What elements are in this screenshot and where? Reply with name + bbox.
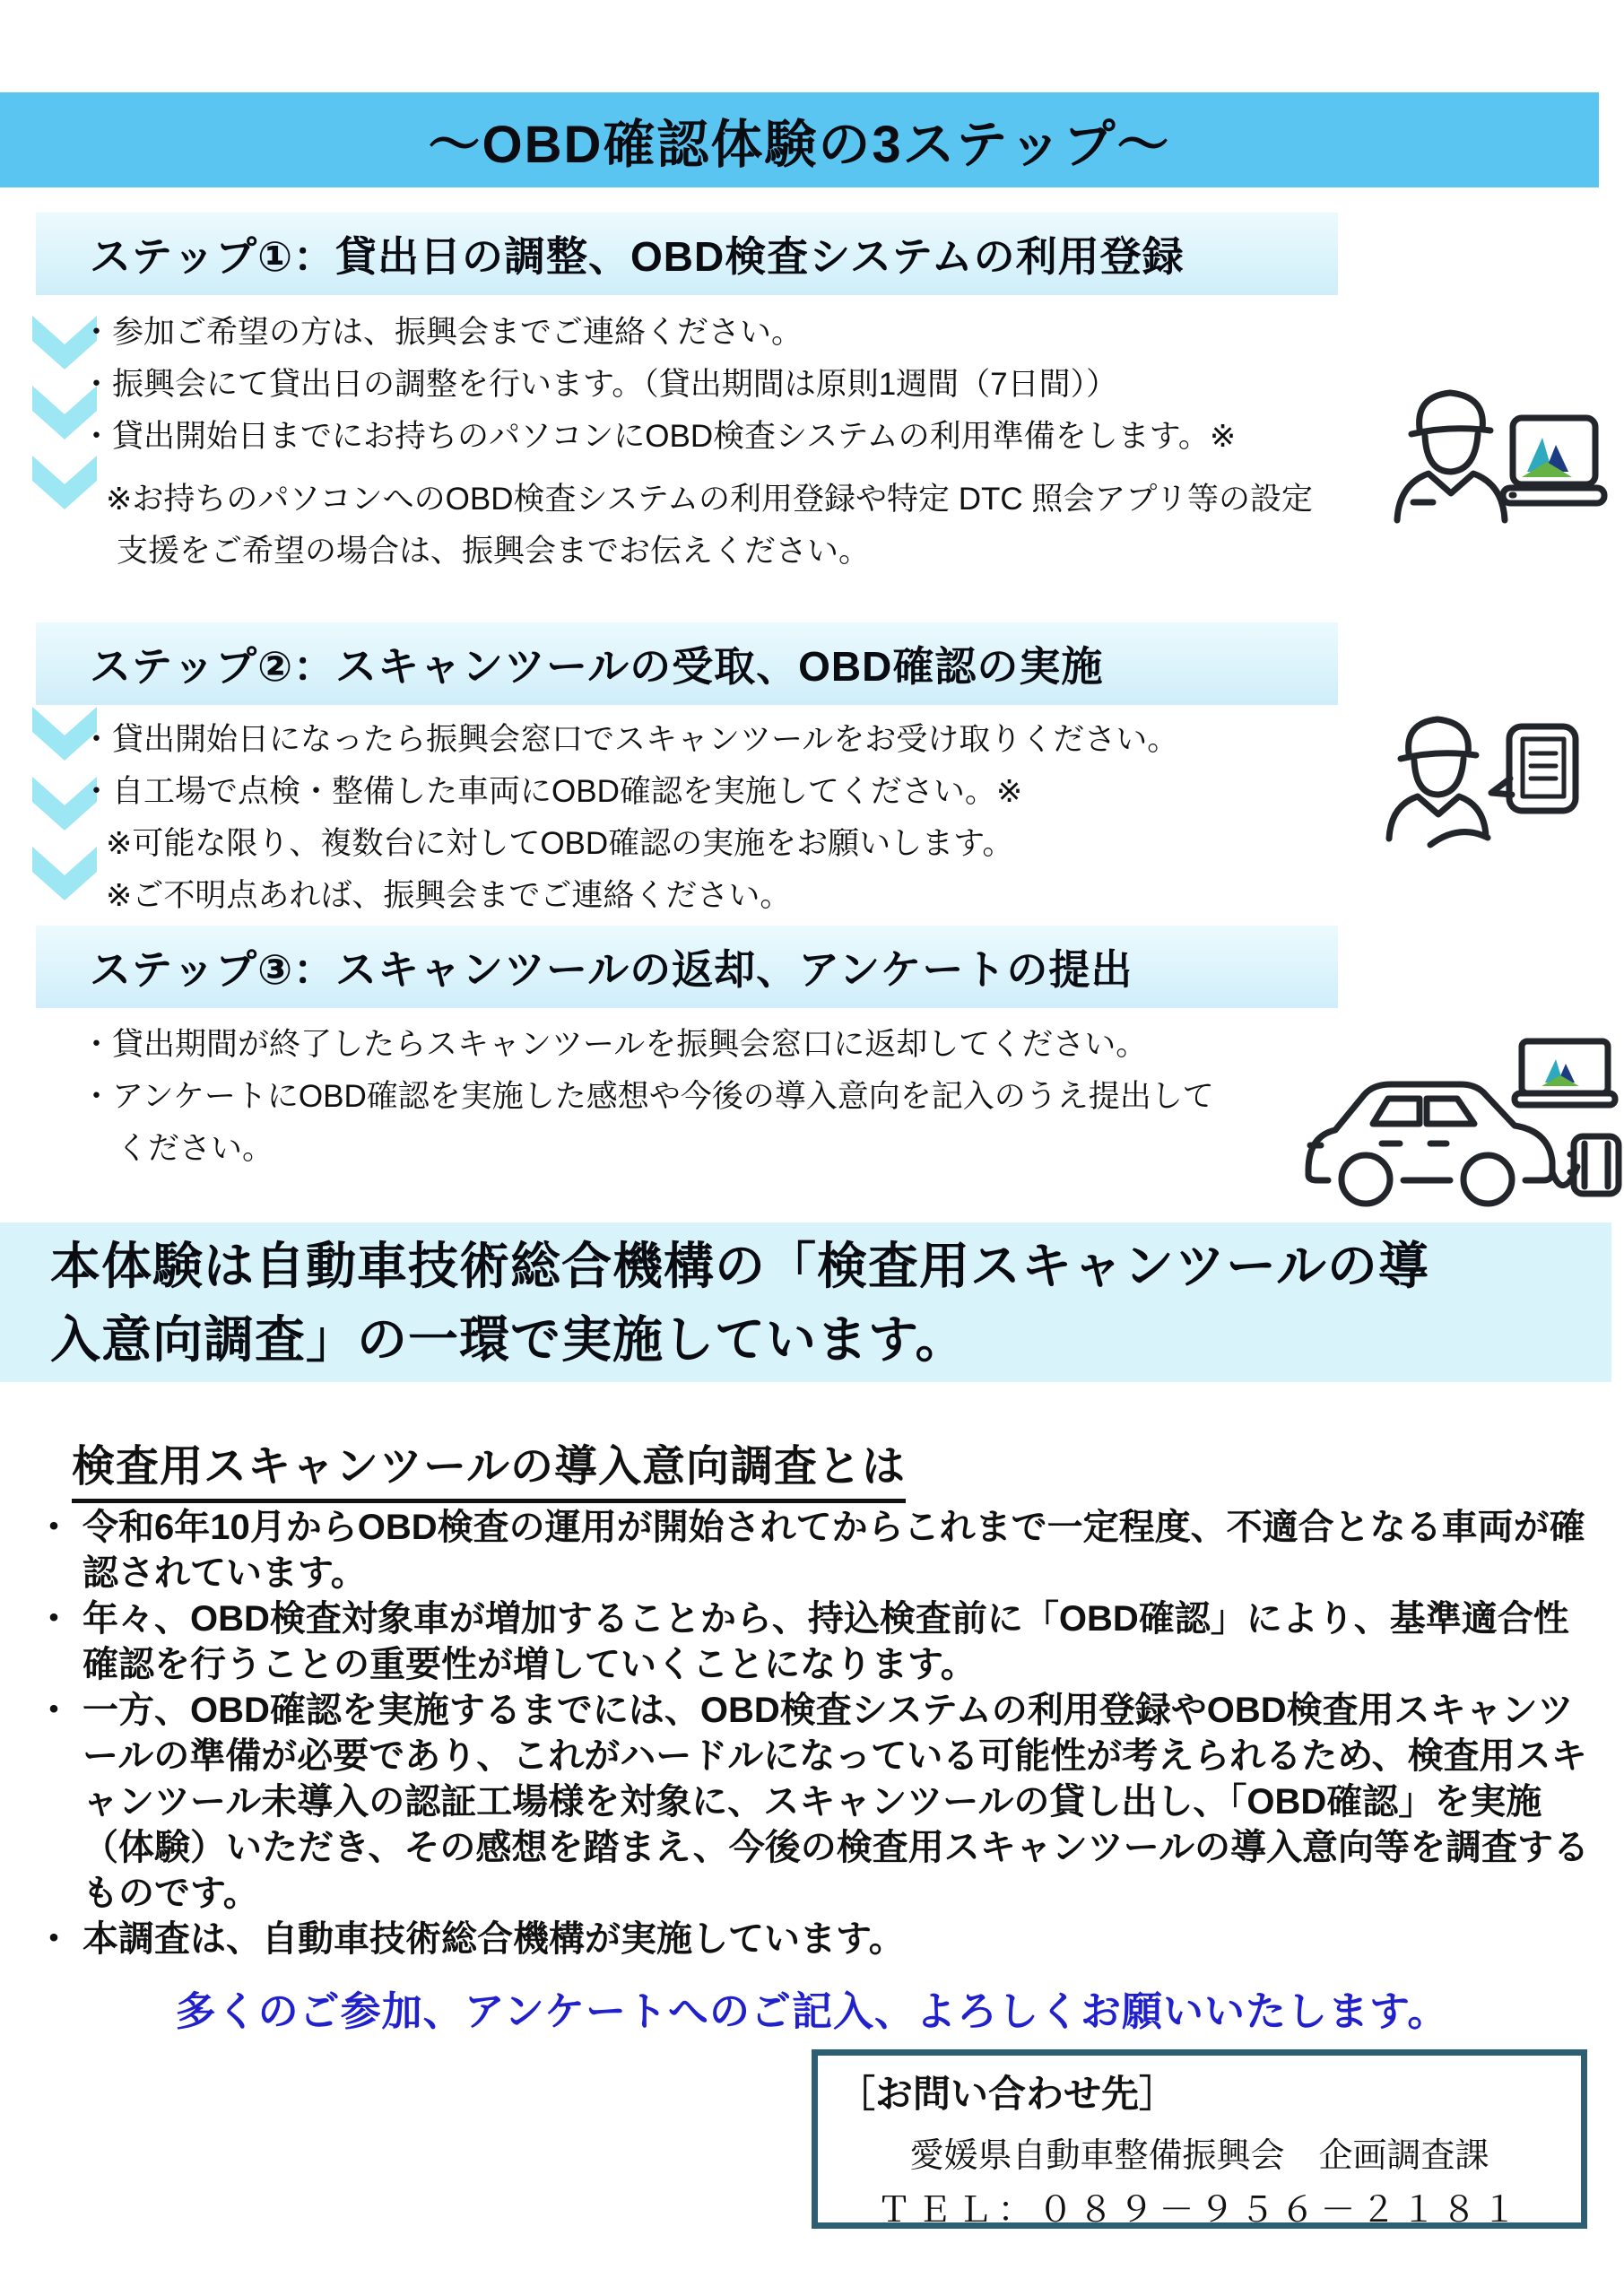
- bullet-line: ・貸出期間が終了したらスキャンツールを振興会窓口に返却してください。: [81, 1027, 1148, 1062]
- survey-bullet-list: [36, 1505, 1596, 1962]
- bullet-line: ・振興会にて貸出日の調整を行います。（貸出期間は原則1週間（7日間））: [81, 367, 1118, 402]
- step1-bullets: [0, 307, 1363, 578]
- notice-line-1: 本体験は自動車技術総合機構の「検査用スキャンツールの導: [50, 1238, 1429, 1294]
- contact-phone: ＴＥＬ：０８９－９５６－２１８１: [876, 2191, 1523, 2230]
- bullet-marker: ・: [36, 1599, 72, 1639]
- survey-bullet-text: 年々、OBD検査対象車が増加することから、持込検査前に「OBD確認」により、基準適合性確認を行うことの重要性が増していくことになります。: [83, 1599, 1569, 1684]
- bullet-marker: ・: [36, 1919, 72, 1959]
- notice-line-2: 入意向調査」の一環で実施しています。: [50, 1311, 967, 1368]
- bullet-note-line: ※可能な限り、複数台に対してOBD確認の実施をお願いします。: [106, 826, 1014, 861]
- mechanic-report-icon: [1376, 709, 1587, 857]
- list-item: [36, 1505, 1596, 1596]
- list-item: [36, 1688, 1596, 1917]
- car-obd-laptop-icon: [1296, 1036, 1623, 1224]
- bullet-line: ・アンケートにOBD確認を実施した感想や今後の導入意向を記入のうえ提出して: [81, 1079, 1214, 1114]
- step1-header: ステップ①：貸出日の調整、OBD検査システムの利用登録: [90, 233, 1185, 280]
- step2-header-bar: [36, 622, 1338, 705]
- page-title: ～OBD確認体験の3ステップ～: [428, 116, 1171, 174]
- survey-heading: 検査用スキャンツールの導入意向調査とは: [72, 1431, 906, 1503]
- cta-text: 多くのご参加、アンケートへのご記入、よろしくお願いいたします。: [175, 1988, 1449, 2034]
- bullet-note-line: 支援をご希望の場合は、振興会までお伝えください。: [117, 534, 871, 569]
- bullet-marker: ・: [36, 1691, 72, 1730]
- step3-header-bar: [36, 926, 1338, 1008]
- bullet-line: ください。: [117, 1131, 274, 1166]
- mechanic-laptop-icon: [1385, 377, 1610, 525]
- contact-label: ［お問い合わせ先］: [838, 2073, 1177, 2115]
- step3-header: ステップ③：スキャンツールの返却、アンケートの提出: [90, 946, 1133, 993]
- survey-bullet-text: 本調査は、自動車技術総合機構が実施しています。: [83, 1919, 905, 1959]
- step2-header: ステップ②：スキャンツールの受取、OBD確認の実施: [90, 643, 1104, 690]
- survey-bullet-text: 令和6年10月からOBD検査の運用が開始されてからこれまで一定程度、不適合となる車両が確認されています。: [83, 1508, 1585, 1593]
- page-title-banner: [0, 92, 1599, 187]
- bullet-line: ・貸出開始日までにお持ちのパソコンにOBD検査システムの利用準備をします。※: [81, 419, 1237, 454]
- survey-bullet-text: 一方、OBD確認を実施するまでには、OBD検査システムの利用登録やOBD検査用スキャンツールの準備が必要であり、これがハードルになっている可能性が考えられるため、検査用スキャンツール未導入の認証工場様を対象に、スキャンツールの貸し出し、「OBD確認」を実施（体験）いただき、その感想を踏まえ、今後の検査用スキャンツールの導入意向等を調査するものです。: [83, 1691, 1589, 1913]
- step1-header-bar: [36, 213, 1338, 295]
- bullet-marker: ・: [36, 1508, 72, 1547]
- contact-organization: 愛媛県自動車整備振興会 企画調査課: [909, 2137, 1489, 2175]
- notice-banner: [0, 1222, 1611, 1382]
- step2-bullets: [0, 714, 1363, 922]
- bullet-line: ・参加ご希望の方は、振興会までご連絡ください。: [81, 315, 803, 350]
- list-item: [36, 1917, 1596, 1962]
- contact-box: [812, 2049, 1587, 2229]
- bullet-note-line: ※お持ちのパソコンへのOBD検査システムの利用登録や特定 DTC 照会アプリ等の設定: [106, 482, 1313, 517]
- bullet-line: ・自工場で点検・整備した車両にOBD確認を実施してください。※: [81, 774, 1023, 809]
- bullet-line: ・貸出開始日になったら振興会窓口でスキャンツールをお受け取りください。: [81, 722, 1179, 757]
- bullet-note-line: ※ご不明点あれば、振興会までご連絡ください。: [106, 878, 792, 913]
- list-item: [36, 1596, 1596, 1688]
- step3-bullets: [0, 1019, 1363, 1175]
